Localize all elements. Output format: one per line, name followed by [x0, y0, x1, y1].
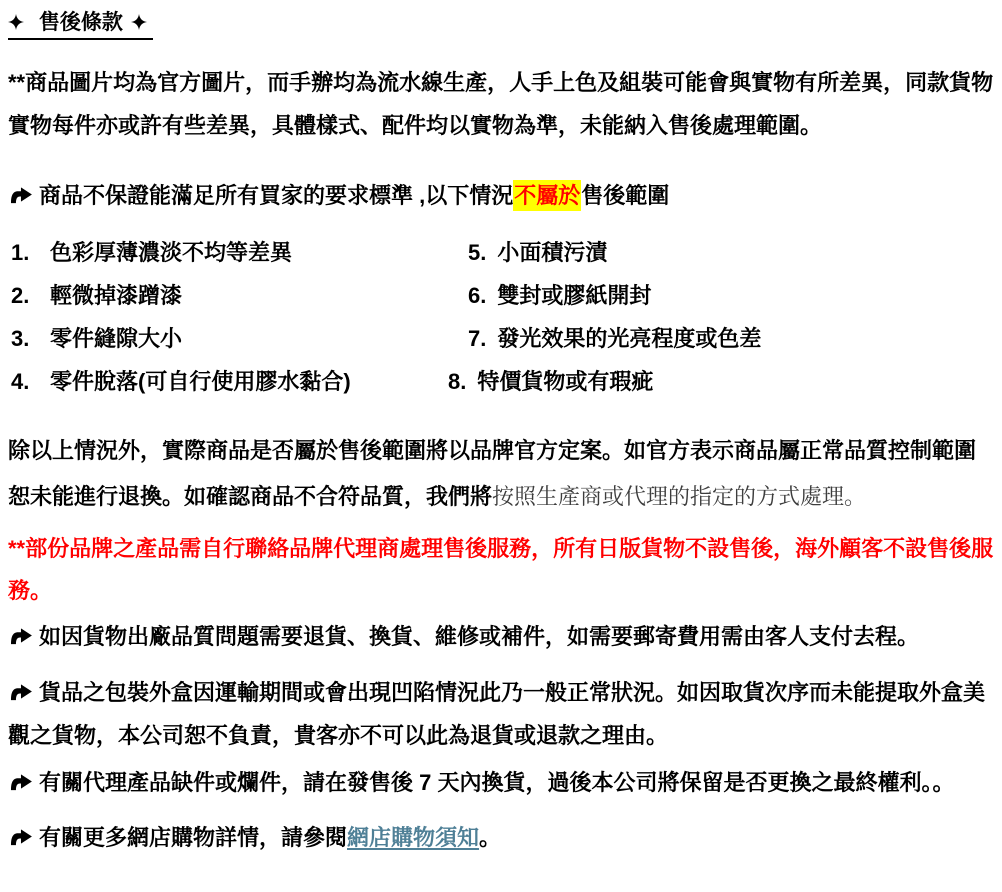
point-text: 有關代理產品缺件或爛件，請在發售後 7 天內換貨，過後本公司將保留是否更換之最終權利。。	[39, 770, 955, 795]
curved-arrow-icon	[8, 773, 33, 792]
point-paragraph	[8, 622, 994, 652]
highlight-not-covered: 不屬於	[513, 180, 581, 211]
list-item-number: 8.	[448, 369, 467, 394]
not-covered-line	[8, 181, 994, 211]
exclusion-list	[8, 231, 994, 403]
list-item	[8, 274, 448, 317]
star-icon	[131, 14, 147, 30]
star-icon	[8, 14, 24, 30]
list-item-text: 輕微掉漆蹭漆	[50, 283, 183, 308]
list-item-number: 1.	[11, 240, 30, 265]
list-item-text: 小面積污漬	[497, 240, 608, 265]
list-item	[448, 360, 994, 403]
exclusion-list-right-column	[448, 231, 994, 403]
list-item-number: 2.	[11, 283, 30, 308]
curved-arrow-icon	[8, 186, 33, 205]
curved-arrow-icon	[8, 683, 33, 702]
list-item	[448, 317, 994, 360]
store-policy-link[interactable]: 網店購物須知	[347, 825, 480, 850]
intro-paragraph: **商品圖片均為官方圖片，而手辦均為流水線生產，人手上色及組裝可能會與實物有所差異，同款貨物實物每件亦或許有些差異，具體樣式、配件均以實物為準，未能納入售後處理範圍。	[8, 70, 994, 138]
footer-suffix: 。	[479, 825, 502, 850]
list-item-number: 4.	[11, 369, 30, 394]
policy-handling-text: 按照生產商或代理的指定的方式處理。	[492, 484, 867, 509]
list-item	[448, 274, 994, 317]
not-covered-prefix: 商品不保證能滿足所有買家的要求標準 ,以下情況	[39, 183, 514, 208]
list-item-number: 5.	[468, 240, 487, 265]
list-item-text: 零件縫隙大小	[50, 326, 183, 351]
list-item	[448, 231, 994, 274]
exclusion-list-left-column	[8, 231, 448, 403]
list-item-text: 色彩厚薄濃淡不均等差異	[50, 240, 293, 265]
footer-line	[8, 823, 994, 853]
page-title-text: 售後條款	[38, 11, 123, 34]
list-item-text: 雙封或膠紙開封	[497, 283, 652, 308]
red-notice-paragraph: **部份品牌之產品需自行聯絡品牌代理商處理售後服務，所有日版貨物不設售後，海外顧客不設售後服務。	[8, 536, 994, 603]
point-text: 貨品之包裝外盒因運輸期間或會出現凹陷情況此乃一般正常狀況。如因取貨次序而未能提取外盒美觀之貨物，本公司恕不負責，貴客亦不可以此為退貨或退款之理由。	[8, 680, 986, 748]
curved-arrow-icon	[8, 627, 33, 646]
policy-paragraph	[8, 428, 994, 520]
list-item-text: 特價貨物或有瑕疵	[477, 369, 654, 394]
list-item-text: 發光效果的光亮程度或色差	[497, 326, 762, 351]
list-item-number: 3.	[11, 326, 30, 351]
list-item	[8, 231, 448, 274]
point-paragraph	[8, 768, 994, 798]
not-covered-suffix: 售後範圍	[581, 183, 670, 208]
policy-main-text: 除以上情況外，實際商品是否屬於售後範圍將以品牌官方定案。如官方表示商品屬正常品質控制範圍恕未能進行退換。如確認商品不合符品質，我們將	[8, 438, 977, 509]
list-item-number: 6.	[468, 283, 487, 308]
point-text: 如因貨物出廠品質問題需要退貨、換貨、維修或補件，如需要郵寄費用需由客人支付去程。	[39, 624, 920, 649]
list-item-text: 零件脫落(可自行使用膠水黏合)	[50, 369, 351, 394]
page-title	[8, 10, 153, 40]
list-item	[8, 360, 448, 403]
point-paragraph	[8, 671, 994, 757]
curved-arrow-icon	[8, 828, 33, 847]
list-item	[8, 317, 448, 360]
footer-prefix: 有關更多網店購物詳情，請參閱	[39, 825, 348, 850]
list-item-number: 7.	[468, 326, 487, 351]
